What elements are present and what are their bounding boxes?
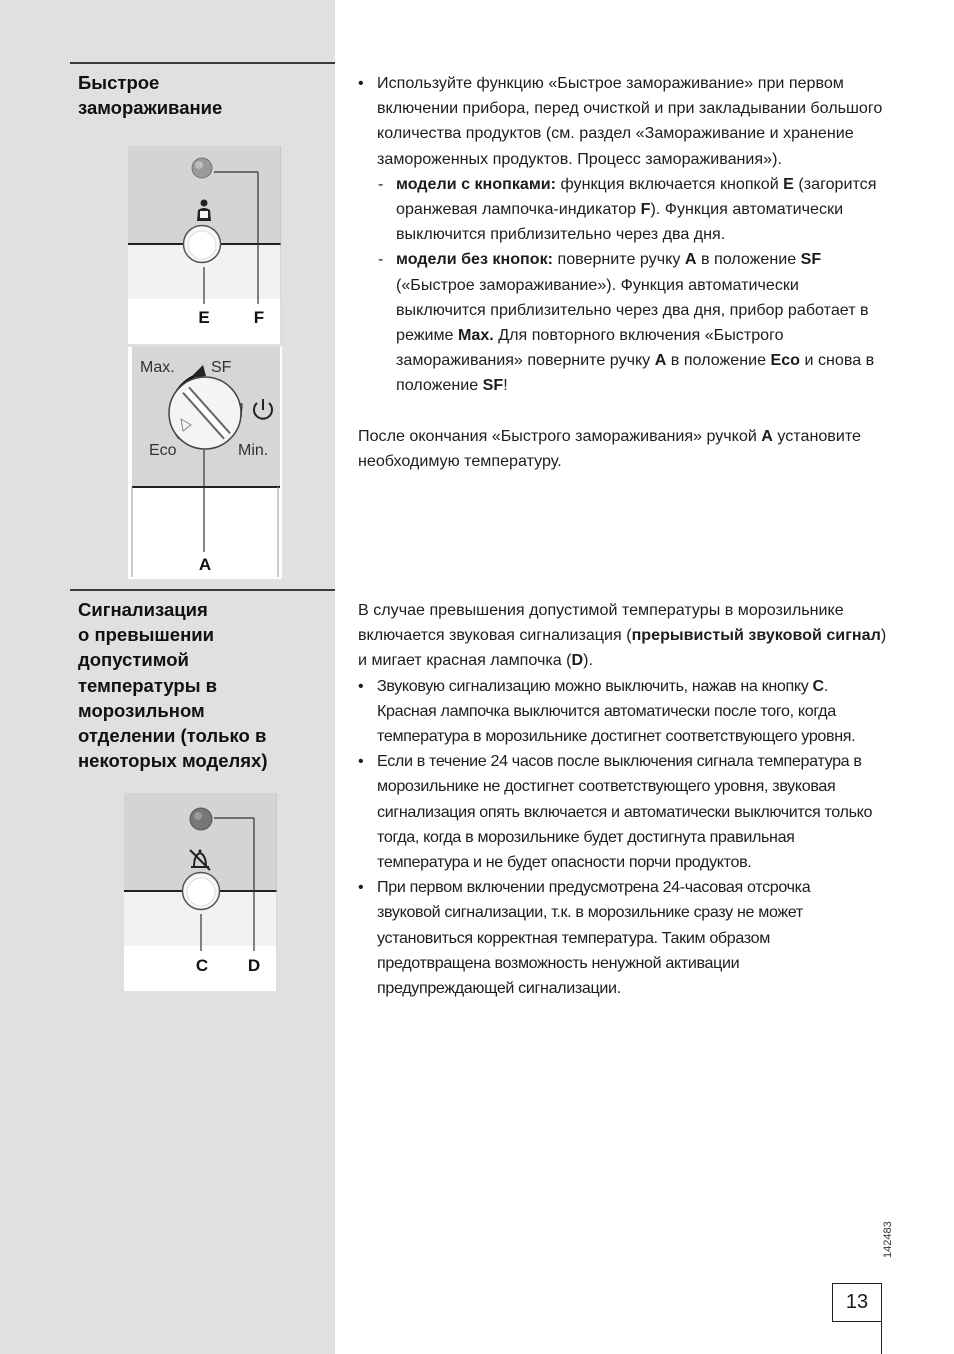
alarm-lamp-d-icon [190,808,212,830]
dial-label-eco: Eco [149,442,177,459]
heading-quick-freeze [78,70,222,120]
quick-freeze-button-e[interactable] [184,226,221,263]
heading-line: отделении (только в [78,725,267,747]
document-number: 142483 [882,1221,894,1258]
alarm-bullet-24h: • Если в течение 24 часов после выключения сигнала температура в морозильнике не достигнет соответствующего уровня, звуковая сигнализация опять включается и автоматически выключится только тогда, когда в морозильнике будет достигнута правильная температура и не будет опасности порчи продуктов. [358,749,888,875]
quick-freeze-button-panel [128,146,282,344]
alarm-bullet-delay: • При первом включении предусмотрена 24-часовая отсрочка звуковой сигнализации, т.к. в морозильнике сразу не может установиться корректная температура. Таким образом предотвращена возможность ненужной активации предупреждающей сигнализации. [358,875,888,1001]
quick-freeze-after: После окончания «Быстрого замораживания» ручкой A установите необходимую температуру. [358,426,861,470]
page-number: 13 [832,1283,882,1322]
heading-temperature-alarm [78,597,268,773]
alarm-bullet-off: • Звуковую сигнализацию можно выключить, нажав на кнопку C. Красная лампочка выключится автоматически после того, когда температура в морозильнике достигнет соответствующего уровня. [358,674,888,750]
heading-line: некоторых моделях) [78,750,268,772]
dial-label-min: Min. [238,442,269,459]
quick-freeze-text [358,71,888,474]
section-rule-quick-freeze [70,62,335,64]
label-e: E [198,308,210,327]
heading-line: морозильном [78,699,205,721]
thermostat-dial-panel [128,347,282,579]
heading-line: замораживание [78,97,223,119]
quick-freeze-sub-knob: - модели без кнопок: поверните ручку A в положение SF («Быстрое замораживание»). Функция автоматически выключится приблизительно через два дня, прибор работает в режиме Max. Для повторного включения «Быстрого замораживания» поверните ручку A в положение Eco и снова в положение SF! [358,247,888,398]
heading-line: температуры в [78,674,218,696]
indicator-lamp-f-icon [192,158,212,178]
label-a: A [198,555,212,574]
thermostat-knob-a[interactable] [169,377,241,449]
dial-label-sf: SF [211,359,232,376]
alarm-intro: В случае превышения допустимой температуры в морозильнике включается звуковая сигнализация (прерывистый звуковой сигнал) и мигает красная лампочка (D). [358,601,887,670]
dial-label-max: Max. [140,359,175,376]
heading-line: Быстрое [78,72,160,93]
page-number-rule [881,1320,882,1354]
heading-line: о превышении [78,624,215,646]
label-f: F [253,308,265,327]
label-d: D [247,956,261,975]
section-rule-alarm [70,589,335,591]
alarm-button-panel [124,793,278,991]
heading-line: Сигнализация [78,599,208,620]
label-c: C [195,956,209,975]
alarm-off-button-c[interactable] [183,873,220,910]
quick-freeze-sub-buttons: - модели с кнопками: функция включается кнопкой E (загорится оранжевая лампочка-индикатор F). Функция автоматически выключится приблизительно через два дня. [358,172,888,248]
alarm-text [358,598,888,1001]
quick-freeze-bullet: • Используйте функцию «Быстрое замораживание» при первом включении прибора, перед очисткой и при закладывании большого количества продуктов (см. раздел «Замораживание и хранение замороженных продуктов. Процесс замораживания»). [358,71,888,172]
heading-line: допустимой [78,649,189,671]
